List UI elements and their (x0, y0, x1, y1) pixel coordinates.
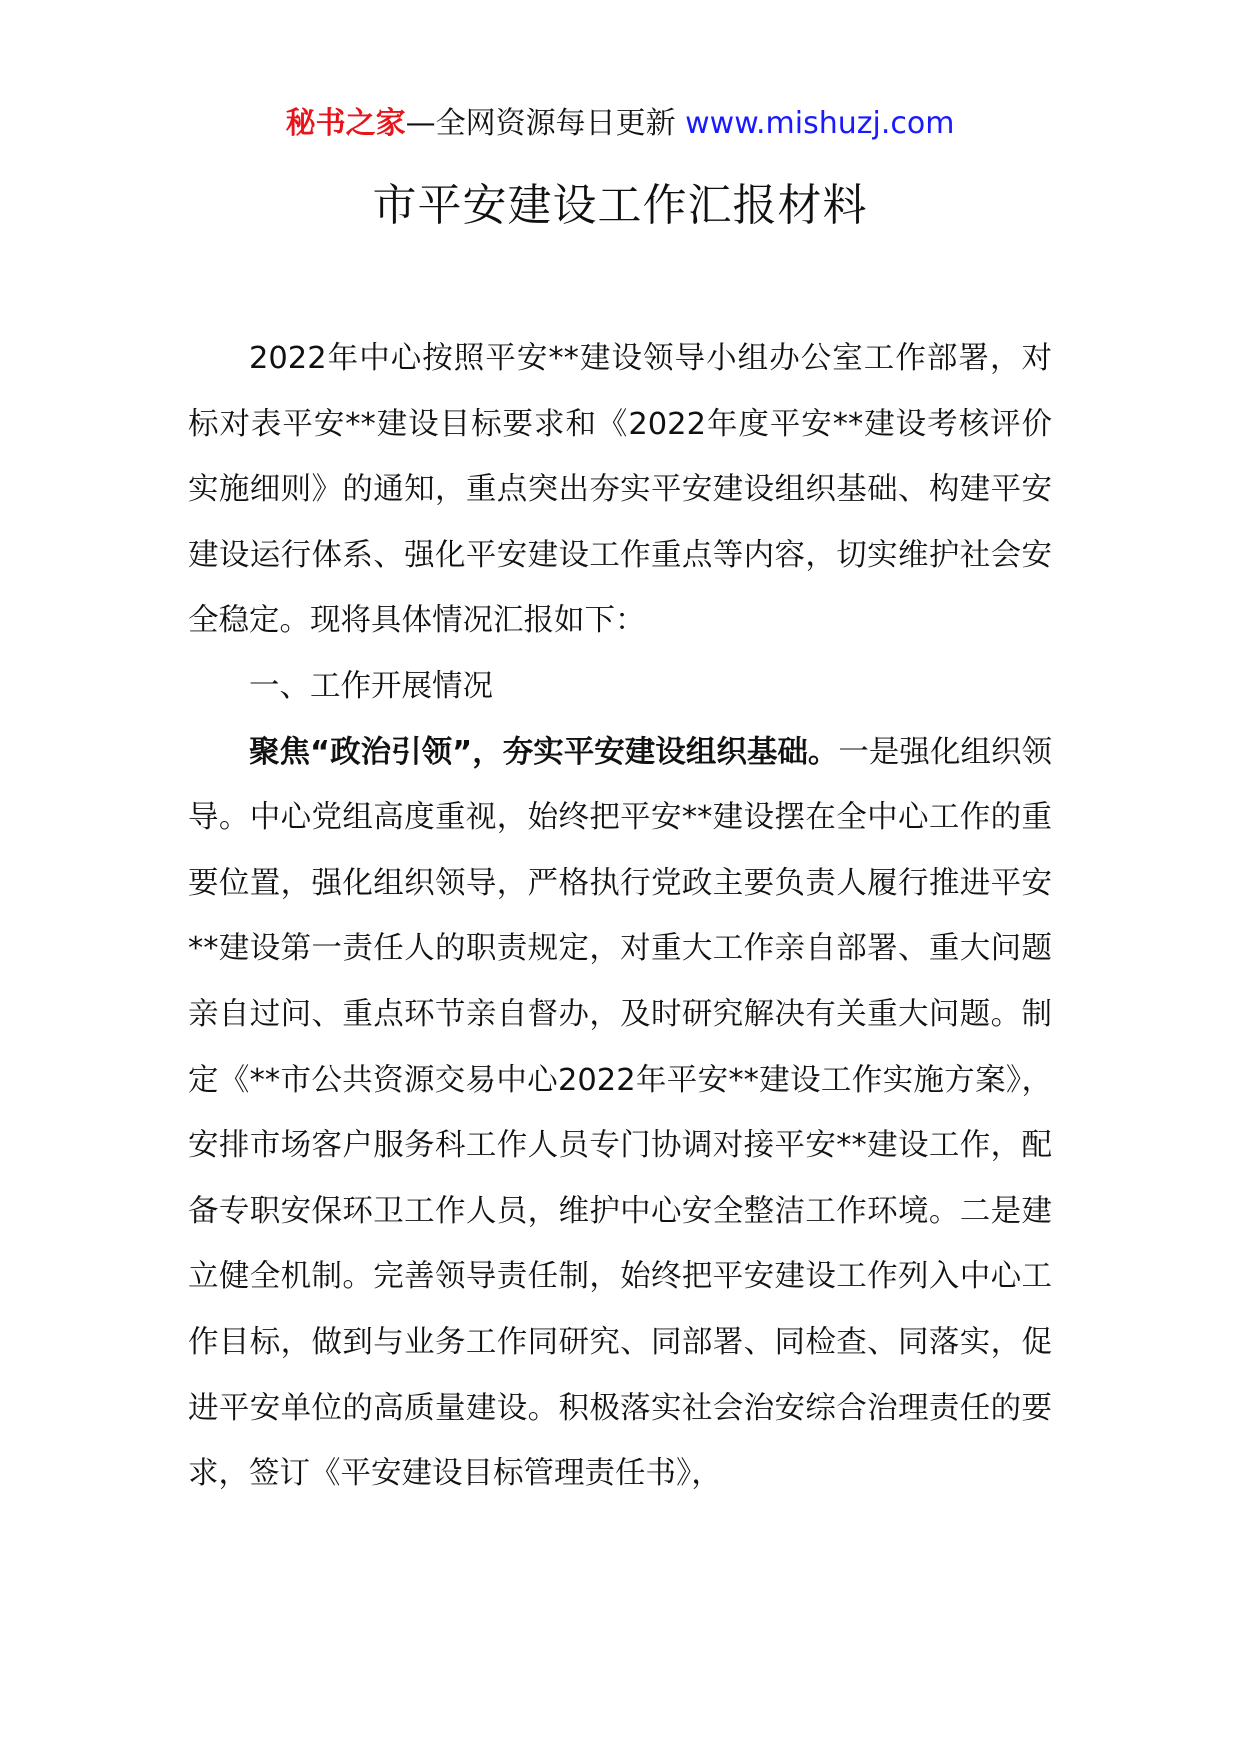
intro-paragraph: 2022年中心按照平安**建设领导小组办公室工作部署，对标对表平安**建设目标要求和《2022年度平安**建设考核评价实施细则》的通知，重点突出夯实平安建设组织基础、构建平安建设运行体系、强化平安建设工作重点等内容，切实维护社会安全稳定。现将具体情况汇报如下： (188, 341, 1052, 639)
banner-url-link[interactable]: www.mishuzj.com (685, 106, 955, 141)
paragraph-body-text: 一是强化组织领导。中心党组高度重视，始终把平安**建设摆在全中心工作的重要位置，强化组织领导，严格执行党政主要负责人履行推进平安**建设第一责任人的职责规定，对重大工作亲自部署、重大问题亲自过问、重点环节亲自督办，及时研究解决有关重大问题。制定《**市公共资源交易中心2022年平安**建设工作实施方案》，安排市场客户服务科工作人员专门协调对接平安**建设工作，配备专职安保环卫工作人员，维护中心安全整洁工作环境。二是建立健全机制。完善领导责任制，始终把平安建设工作列入中心工作目标，做到与业务工作同研究、同部署、同检查、同落实，促进平安单位的高质量建设。积极落实社会治安综合治理责任的要求，签订《平安建设目标管理责任书》， (188, 734, 1052, 1492)
header-banner (0, 102, 1240, 146)
document-title: 市平安建设工作汇报材料 (372, 180, 868, 231)
section-heading: 一、工作开展情况 (249, 668, 493, 704)
paragraph-lead-bold: 聚焦“政治引领”，夯实平安建设组织基础。 (249, 734, 839, 770)
document-body (188, 326, 1052, 1507)
banner-tagline: —全网资源每日更新 (405, 106, 676, 141)
brand-name: 秘书之家 (285, 106, 406, 141)
paragraph-political-leadership (188, 720, 1052, 1507)
